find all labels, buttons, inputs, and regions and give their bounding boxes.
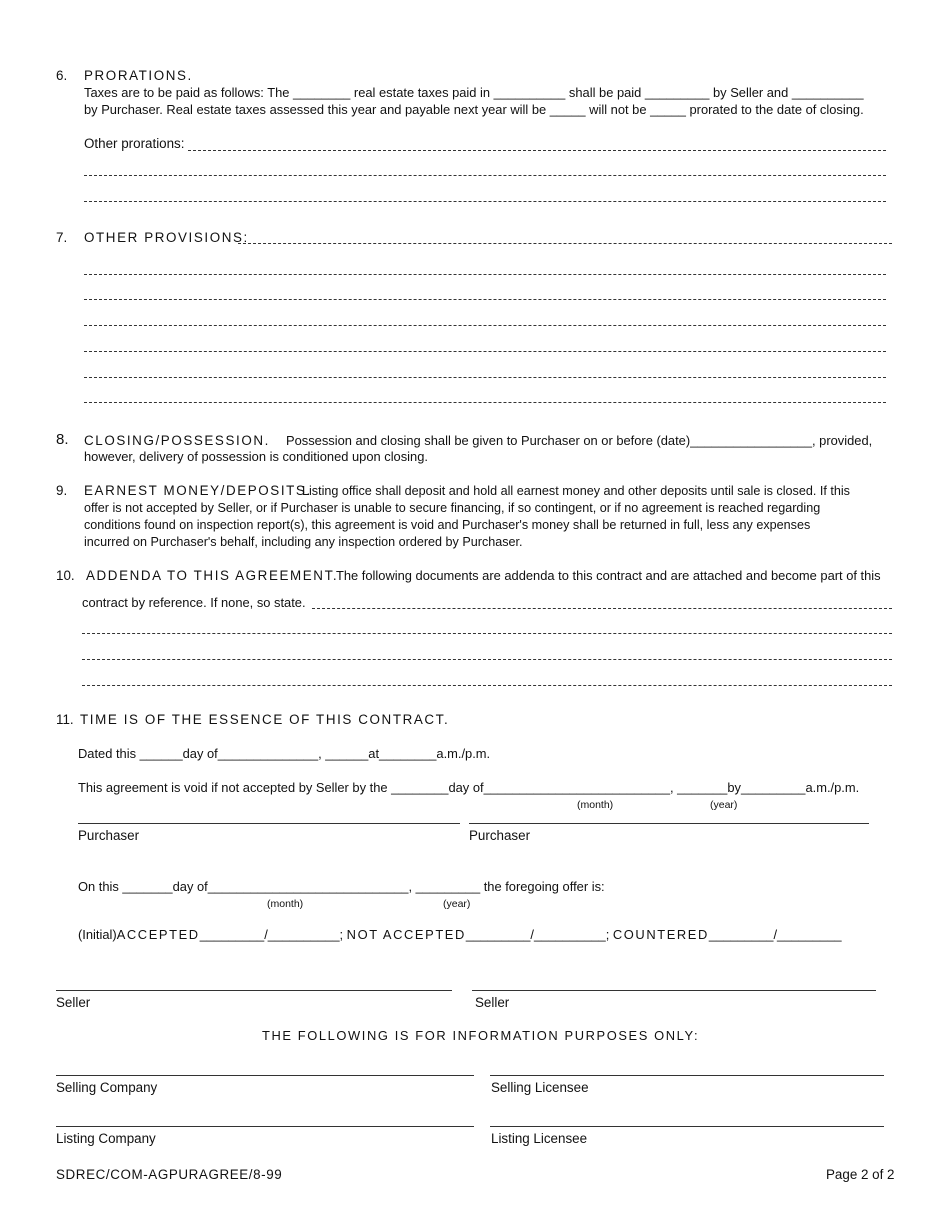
section-11-number: 11. — [56, 712, 74, 727]
section-9-number: 9. — [56, 483, 68, 498]
other-prorations-label: Other prorations: — [84, 136, 185, 151]
listing-company-line[interactable] — [56, 1126, 474, 1127]
section-9-title: EARNEST MONEY/DEPOSITS. — [84, 483, 312, 498]
initial-label: (Initial) — [78, 927, 117, 942]
section-9-line-4: incurred on Purchaser's behalf, including any inspection ordered by Purchaser. — [84, 535, 523, 549]
section-10-title: ADDENDA TO THIS AGREEMENT. — [86, 568, 339, 583]
purchaser-label: Purchaser — [78, 828, 140, 843]
other-provisions-line[interactable] — [84, 377, 886, 378]
section-9-line-3: conditions found on inspection report(s), this agreement is void and Purchaser's money shall be returned in full, less any expenses — [84, 518, 811, 532]
prorations-line[interactable] — [84, 175, 886, 176]
other-provisions-line[interactable] — [84, 402, 886, 403]
form-id: SDREC/COM-AGPURAGREE/8-99 — [56, 1167, 283, 1182]
section-6-line-1: Taxes are to be paid as follows: The ________ real estate taxes paid in __________ shall be paid _________ by Seller and __________ — [84, 85, 864, 100]
countered-initials-blank[interactable]: _________/_________ — [708, 927, 842, 942]
addenda-line[interactable] — [82, 659, 892, 660]
section-6-title: PRORATIONS. — [84, 68, 193, 83]
seller-label: Seller — [56, 995, 91, 1010]
section-7-number: 7. — [56, 230, 68, 245]
section-8-title: CLOSING/POSSESSION. — [84, 433, 270, 448]
accepted-initials-blank[interactable]: _________/__________; — [199, 927, 347, 942]
selling-licensee-line[interactable] — [490, 1075, 884, 1076]
seller-label: Seller — [475, 995, 510, 1010]
year-caption: (year) — [443, 898, 471, 910]
section-7-title: OTHER PROVISIONS: — [84, 230, 249, 245]
page-number: Page 2 of 2 — [826, 1167, 895, 1182]
section-6-line-2: by Purchaser. Real estate taxes assessed this year and payable next year will be _____ will not be _____ prorated to the date of closing. — [84, 102, 864, 117]
on-this-line[interactable]: On this _______day of____________________________, _________ the foregoing offer is: — [78, 879, 605, 894]
section-6-number: 6. — [56, 68, 68, 83]
section-10-line-2: contract by reference. If none, so state. — [82, 595, 306, 610]
selling-company-line[interactable] — [56, 1075, 474, 1076]
purchaser-signature-line[interactable] — [469, 823, 869, 824]
not-accepted-initials-blank[interactable]: _________/__________; — [465, 927, 613, 942]
other-provisions-line[interactable] — [84, 325, 886, 326]
listing-licensee-label: Listing Licensee — [491, 1131, 588, 1146]
month-caption: (month) — [577, 799, 614, 811]
purchaser-signature-line[interactable] — [78, 823, 460, 824]
other-provisions-line[interactable] — [84, 299, 886, 300]
addenda-line[interactable] — [82, 633, 892, 634]
listing-licensee-line[interactable] — [490, 1126, 884, 1127]
section-10-line-1: The following documents are addenda to this contract and are attached and become part of this — [336, 568, 881, 583]
section-10-number: 10. — [56, 568, 75, 583]
month-caption: (month) — [267, 898, 304, 910]
section-11-title: TIME IS OF THE ESSENCE OF THIS CONTRACT. — [80, 712, 450, 727]
section-8-number: 8. — [56, 431, 69, 448]
year-caption: (year) — [710, 799, 738, 811]
information-heading: THE FOLLOWING IS FOR INFORMATION PURPOSES ONLY: — [262, 1028, 700, 1043]
section-8-line-2: however, delivery of possession is conditioned upon closing. — [84, 449, 428, 464]
listing-company-label: Listing Company — [56, 1131, 156, 1146]
section-9-line-2: offer is not accepted by Seller, or if Purchaser is unable to secure financing, if so contingent, or if no agreement is reached regarding — [84, 501, 821, 515]
section-8-line-1: Possession and closing shall be given to Purchaser on or before (date)_________________, provided, — [286, 433, 873, 448]
acceptance-line[interactable] — [78, 927, 842, 943]
accepted-label: ACCEPTED — [116, 927, 200, 942]
void-clause-line[interactable]: This agreement is void if not accepted by Seller by the ________day of__________________________, _______by_________a.m./p.m. — [78, 780, 860, 795]
section-9-line-1: Listing office shall deposit and hold all earnest money and other deposits until sale is closed. If this — [302, 484, 850, 498]
not-accepted-label: NOT ACCEPTED — [346, 927, 466, 942]
other-provisions-line[interactable] — [84, 351, 886, 352]
dated-line[interactable]: Dated this ______day of______________, ______at________a.m./p.m. — [78, 746, 491, 761]
seller-signature-line[interactable] — [56, 990, 452, 991]
countered-label: COUNTERED — [612, 927, 709, 942]
other-provisions-line[interactable] — [84, 274, 886, 275]
addenda-line[interactable] — [82, 685, 892, 686]
selling-company-label: Selling Company — [56, 1080, 158, 1095]
other-provisions-line[interactable] — [238, 243, 892, 244]
selling-licensee-label: Selling Licensee — [491, 1080, 589, 1095]
seller-signature-line[interactable] — [472, 990, 876, 991]
addenda-line[interactable] — [312, 608, 892, 609]
purchaser-label: Purchaser — [469, 828, 531, 843]
other-prorations-line[interactable] — [188, 150, 886, 151]
prorations-line[interactable] — [84, 201, 886, 202]
